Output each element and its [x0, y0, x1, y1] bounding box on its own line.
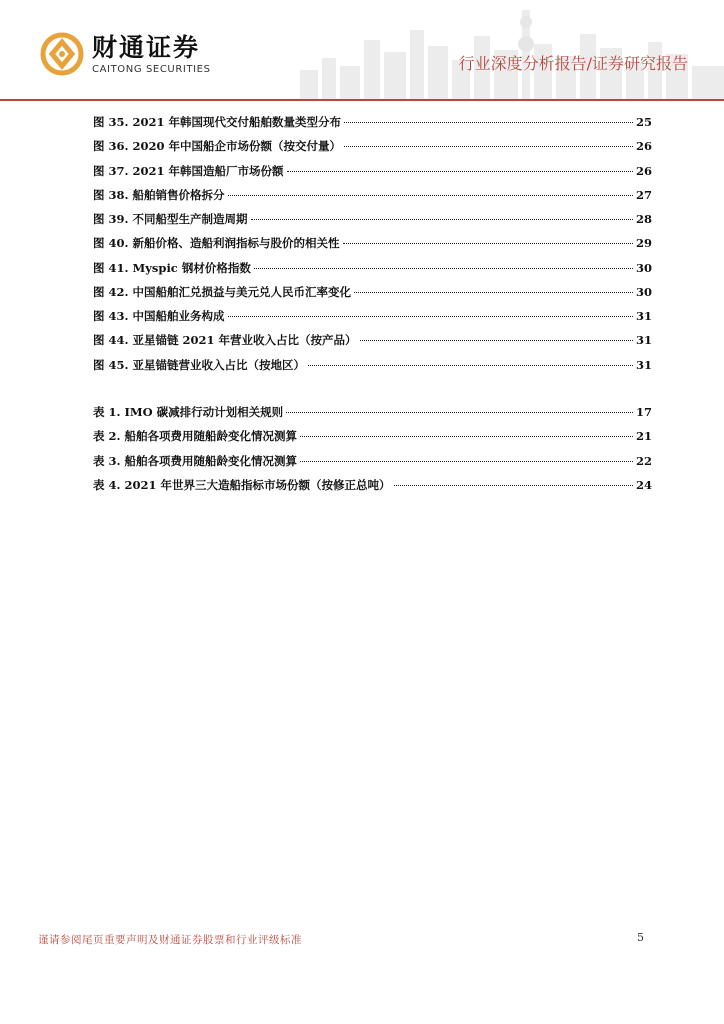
toc-entry-label: 图 45. 亚星锚链营业收入占比（按地区）	[93, 357, 306, 372]
toc-entry-label: 图 39. 不同船型生产制造周期	[93, 212, 248, 226]
dot-leader	[343, 243, 633, 244]
caitong-logo-icon	[40, 32, 84, 76]
toc-entry-label: 图 44. 亚星锚链 2021 年营业收入占比（按产品）	[93, 333, 357, 348]
dot-leader	[228, 316, 633, 317]
toc-entry[interactable]	[93, 187, 652, 211]
toc-entry-label: 表 1. IMO 碳减排行动计划相关规则	[93, 405, 284, 419]
toc-entry-page: 26	[635, 163, 652, 178]
toc-entry-label: 图 35. 2021 年韩国现代交付船舶数量类型分布	[93, 115, 342, 129]
dot-leader	[308, 365, 633, 366]
dot-leader	[228, 195, 633, 196]
dot-leader	[354, 292, 633, 293]
toc-entry-page: 28	[635, 212, 652, 226]
toc-entry-label: 图 37. 2021 年韩国造船厂市场份额	[93, 163, 284, 178]
toc-entry[interactable]	[93, 138, 652, 162]
toc-entry-page: 29	[635, 236, 652, 251]
dot-leader	[287, 171, 633, 172]
dot-leader	[254, 268, 633, 269]
city-skyline-graphic	[300, 0, 724, 100]
toc-entry-page: 22	[635, 453, 652, 468]
toc-entry-page: 24	[635, 477, 652, 492]
toc-entry-label: 图 41. Myspic 钢材价格指数	[93, 260, 251, 275]
toc-entry-page: 31	[635, 357, 652, 372]
dot-leader	[394, 485, 633, 486]
dot-leader	[360, 340, 633, 341]
footer-disclaimer: 谨请参阅尾页重要声明及财通证券股票和行业评级标准	[38, 934, 302, 946]
toc-entry-page: 25	[635, 115, 652, 129]
toc-entry[interactable]	[93, 284, 652, 308]
brand-name-cn: 财通证券	[92, 33, 201, 62]
toc-entry[interactable]	[93, 404, 652, 428]
toc-entry[interactable]	[93, 308, 652, 332]
header-divider	[0, 99, 724, 101]
toc-entry[interactable]	[93, 428, 652, 452]
toc-entry-page: 17	[635, 405, 652, 419]
dot-leader	[344, 146, 633, 147]
toc-entry-page: 26	[635, 139, 652, 154]
toc-entry-label: 表 4. 2021 年世界三大造船指标市场份额（按修正总吨）	[93, 477, 391, 492]
toc-entry-label: 图 42. 中国船舶汇兑损益与美元兑人民币汇率变化	[93, 284, 352, 299]
toc-entry[interactable]	[93, 163, 652, 187]
toc-entry[interactable]	[93, 357, 652, 381]
dot-leader	[300, 461, 633, 462]
dot-leader	[300, 436, 633, 437]
table-list	[93, 404, 652, 501]
toc-entry[interactable]	[93, 477, 652, 501]
toc-entry[interactable]	[93, 332, 652, 356]
page-header	[0, 0, 724, 104]
toc-entry[interactable]	[93, 114, 652, 138]
toc-entry-label: 图 40. 新船价格、造船利润指标与股价的相关性	[93, 236, 340, 251]
dot-leader	[251, 219, 633, 220]
toc-entry-label: 图 43. 中国船舶业务构成	[93, 309, 225, 323]
page-number: 5	[637, 931, 644, 944]
toc-entry[interactable]	[93, 211, 652, 235]
toc-entry-page: 21	[635, 429, 652, 444]
toc-entry-page: 30	[635, 284, 652, 299]
toc-entry[interactable]	[93, 235, 652, 259]
toc-entry-label: 图 38. 船舶销售价格拆分	[93, 187, 225, 202]
report-type-label: 行业深度分析报告/证券研究报告	[458, 54, 688, 73]
brand-name-en: CAITONG SECURITIES	[92, 64, 211, 75]
dot-leader	[286, 412, 633, 413]
toc-entry-page: 31	[635, 309, 652, 323]
toc-entry-label: 表 2. 船舶各项费用随船龄变化情况测算	[93, 429, 298, 444]
figure-list	[93, 114, 652, 381]
dot-leader	[344, 122, 633, 123]
toc-entry-label: 表 3. 船舶各项费用随船龄变化情况测算	[93, 453, 298, 468]
toc-entry-page: 30	[635, 260, 652, 275]
toc-entry[interactable]	[93, 453, 652, 477]
toc-entry-page: 27	[635, 187, 652, 202]
toc-entry-page: 31	[635, 333, 652, 348]
toc-entry[interactable]	[93, 260, 652, 284]
toc-entry-label: 图 36. 2020 年中国船企市场份额（按交付量）	[93, 139, 342, 154]
